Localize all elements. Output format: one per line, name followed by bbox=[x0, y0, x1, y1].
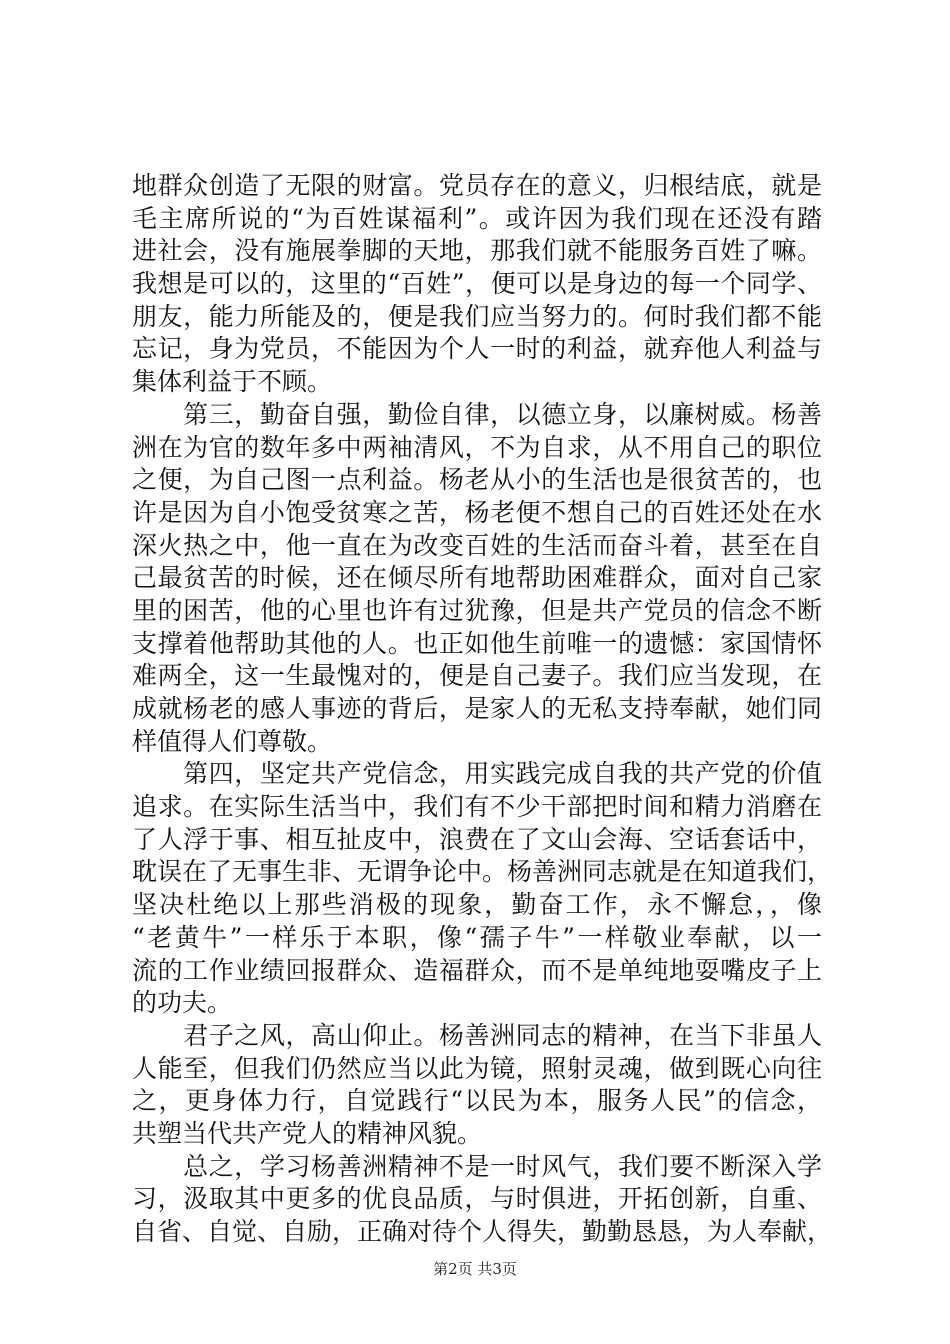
text-line: 样值得人们尊敬。 bbox=[132, 726, 333, 756]
text-line: 朋友，能力所能及的，便是我们应当努力的。何时我们都不能 bbox=[132, 301, 822, 331]
page-number-footer: 第2页 共3页 bbox=[433, 1260, 517, 1278]
text-line: 坚决杜绝以上那些消极的现象，勤奋工作，永不懈怠，，像 bbox=[132, 890, 822, 920]
text-line: 己最贫苦的时候，还在倾尽所有地帮助困难群众，面对自己家 bbox=[132, 563, 822, 593]
text-line: 地群众创造了无限的财富。党员存在的意义，归根结底，就是 bbox=[132, 171, 822, 200]
text-line: “老黄牛”一样乐于本职，像“孺子牛”一样敬业奉献，以一 bbox=[132, 922, 822, 952]
text-line: 君子之风，高山仰止。杨善洲同志的精神，在当下非虽人 bbox=[132, 1020, 822, 1050]
text-line: 成就杨老的感人事迹的背后，是家人的无私支持奉献，她们同 bbox=[132, 694, 822, 723]
text-line: 自省、自觉、自励，正确对待个人得失，勤勤恳恳，为人奉献， bbox=[132, 1217, 833, 1246]
text-line: 总之，学习杨善洲精神不是一时风气，我们要不断深入学 bbox=[132, 1151, 822, 1181]
text-line: 共塑当代共产党人的精神风貌。 bbox=[132, 1118, 483, 1148]
text-line: 习，汲取其中更多的优良品质，与时俱进，开拓创新，自重、 bbox=[132, 1184, 822, 1214]
text-line: 人能至，但我们仍然应当以此为镜，照射灵魂，做到既心向往 bbox=[132, 1053, 822, 1083]
paragraph bbox=[132, 1151, 833, 1249]
text-line: 忘记，身为党员，不能因为个人一时的利益，就弃他人利益与 bbox=[132, 334, 822, 364]
text-line: 许是因为自小饱受贫寒之苦，杨老便不想自己的百姓还处在水 bbox=[132, 497, 822, 527]
text-line: 洲在为官的数年多中两袖清风，不为自求，从不用自己的职位 bbox=[132, 432, 822, 462]
text-line: 深火热之中，他一直在为改变百姓的生活而奋斗着，甚至在自 bbox=[132, 530, 822, 560]
text-line: 流的工作业绩回报群众、造福群众，而不是单纯地耍嘴皮子上 bbox=[132, 955, 822, 985]
text-line: 支撑着他帮助其他的人。也正如他生前唯一的遗憾：家国情怀 bbox=[132, 628, 822, 658]
text-line: 第三，勤奋自强，勤俭自律，以德立身，以廉树威。杨善 bbox=[132, 399, 822, 429]
paragraph bbox=[132, 1020, 822, 1151]
text-line: 难两全，这一生最愧对的，便是自己妻子。我们应当发现，在 bbox=[132, 661, 822, 691]
text-line: 之便，为自己图一点利益。杨老从小的生活也是很贫苦的，也 bbox=[132, 465, 822, 495]
text-line: 之，更身体力行，自觉践行“以民为本，服务人民”的信念， bbox=[132, 1086, 822, 1116]
document-body bbox=[132, 170, 833, 1249]
text-line: 里的困苦，他的心里也许有过犹豫，但是共产党员的信念不断 bbox=[132, 595, 822, 625]
paragraph bbox=[132, 170, 822, 399]
text-line: 第四，坚定共产党信念，用实践完成自我的共产党的价值 bbox=[132, 759, 822, 789]
text-line: 集体利益于不顾。 bbox=[132, 367, 333, 397]
text-line: 进社会，没有施展拳脚的天地，那我们就不能服务百姓了嘛。 bbox=[132, 236, 822, 266]
text-line: 耽误在了无事生非、无谓争论中。杨善洲同志就是在知道我们， bbox=[132, 857, 833, 887]
paragraph bbox=[132, 399, 822, 759]
paragraph bbox=[132, 758, 833, 1020]
text-line: 的功夫。 bbox=[132, 988, 233, 1018]
text-line: 追求。在实际生活当中，我们有不少干部把时间和精力消磨在 bbox=[132, 792, 822, 822]
text-line: 毛主席所说的“为百姓谋福利”。或许因为我们现在还没有踏 bbox=[132, 203, 822, 233]
text-line: 我想是可以的，这里的“百姓”，便可以是身边的每一个同学、 bbox=[132, 269, 822, 299]
text-line: 了人浮于事、相互扯皮中，浪费在了文山会海、空话套话中， bbox=[132, 824, 822, 854]
